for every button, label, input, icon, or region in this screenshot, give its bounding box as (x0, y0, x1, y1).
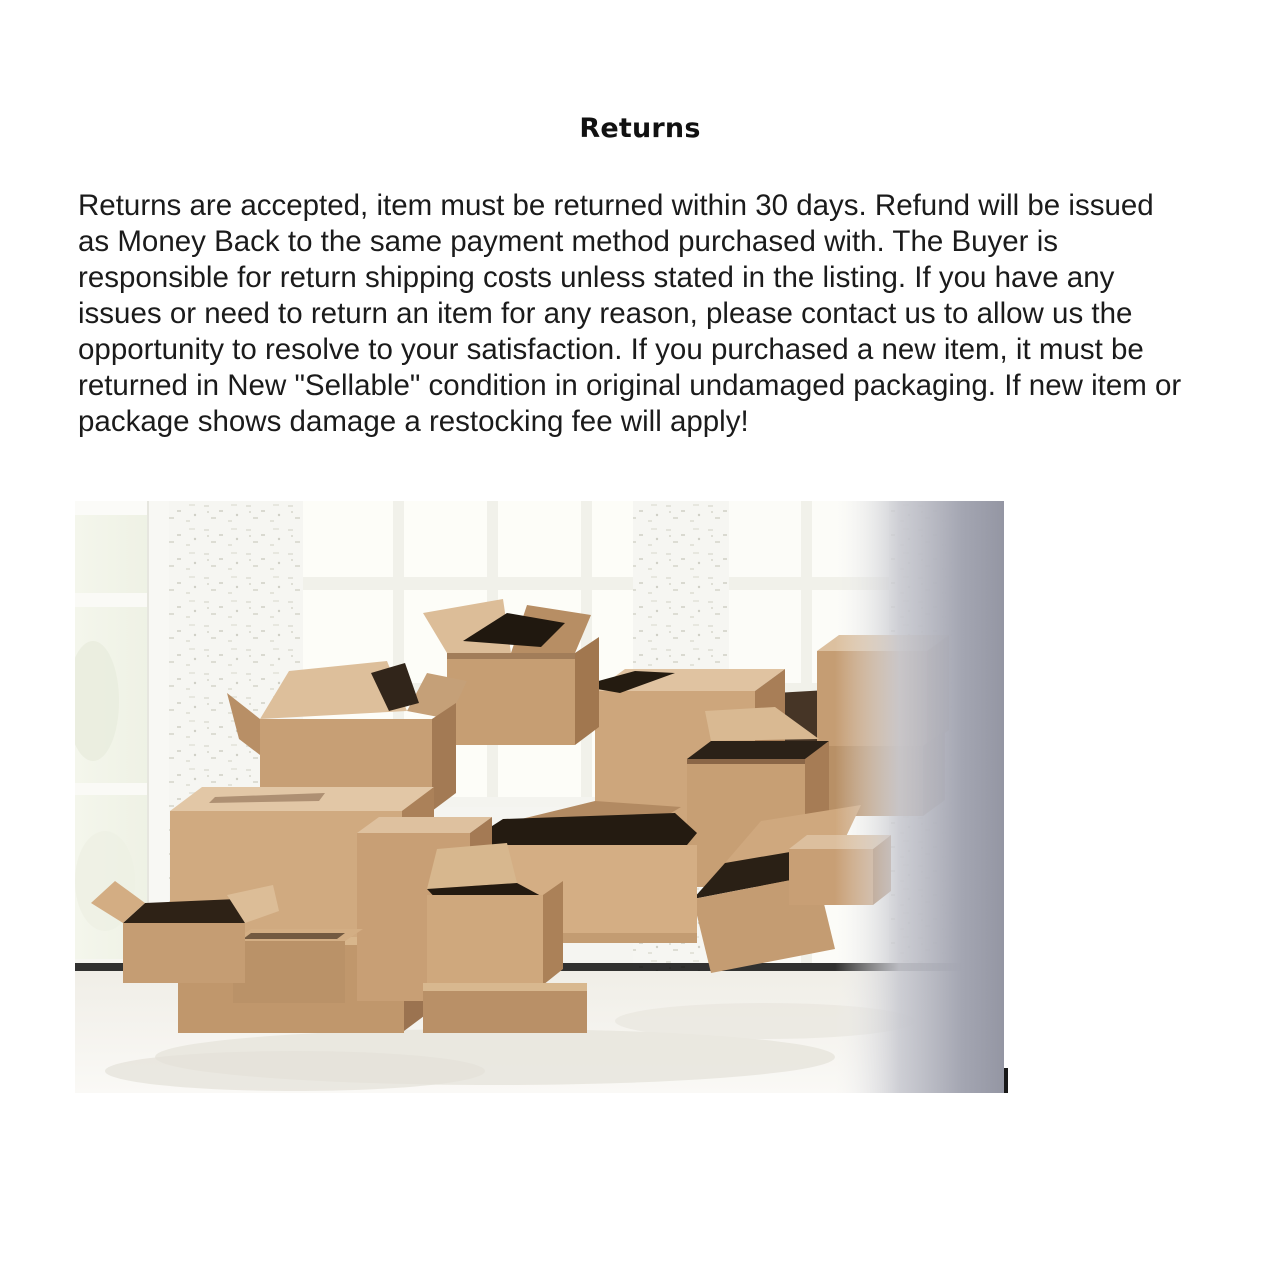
page-title: Returns (579, 113, 701, 144)
returns-photo[interactable] (75, 501, 1004, 1093)
boxes-photo-illustration (75, 501, 1004, 1093)
returns-policy-text: Returns are accepted, item must be returned within 30 days. Refund will be issued as Money Back to the same payment method purchased with. The Buyer is responsible for return shipping costs unless stated in the listing. If you have any issues or need to return an item for any reason, please contact us to allow us the opportunity to resolve to your satisfaction. If you purchased a new item, it must be returned in New "Sellable" condition in original undamaged packaging. If new item or package shows damage a restocking fee will apply! (78, 189, 1182, 438)
text-caret (1004, 1068, 1008, 1093)
